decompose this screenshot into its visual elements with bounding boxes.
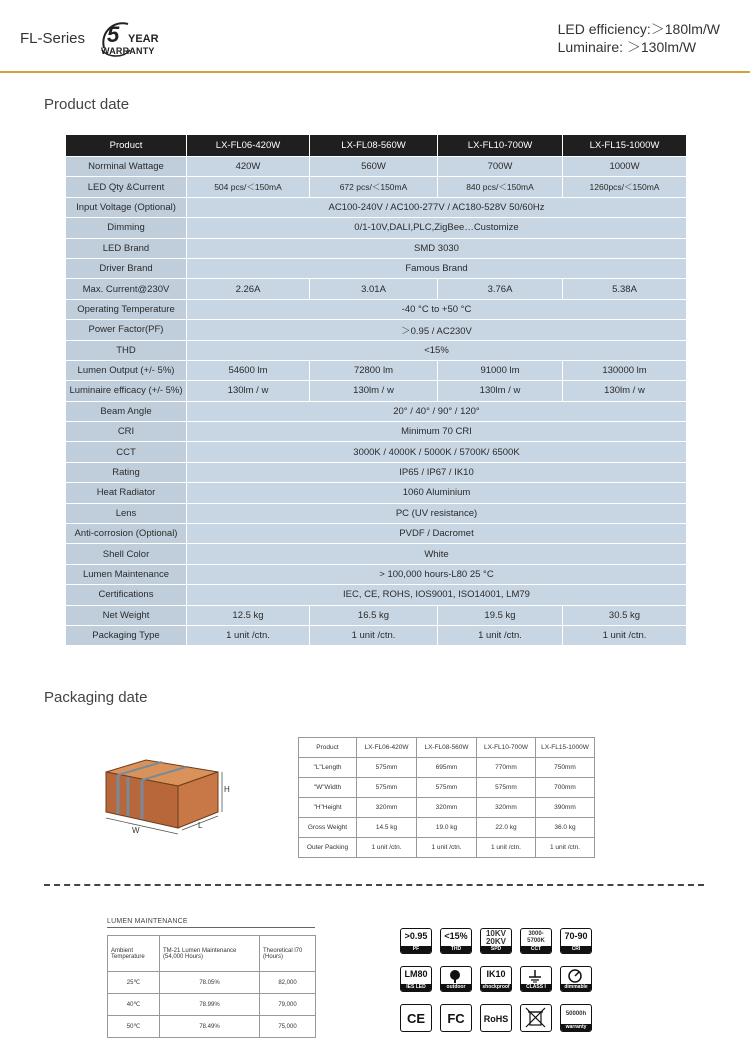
table-row [66,299,687,319]
ik10-value: IK10 [486,969,506,979]
pack-cell: 1 unit /ctn. [417,838,477,858]
shockproof-icon [480,966,512,992]
table-row [299,798,595,818]
table-row [66,605,687,625]
table-row [66,625,687,645]
fcc-mark: FC [447,1011,465,1026]
lumen-maintenance-table [107,935,316,1038]
pack-cell: 320mm [417,798,477,818]
spec-cell: SMD 3030 [187,238,687,258]
lm-cell: 75,000 [260,1016,316,1038]
pack-header-cell: LX-FL08-560W [417,738,477,758]
product-section-title: Product date [44,96,130,113]
table-row [299,738,595,758]
spec-cell: 16.5 kg [310,605,438,625]
led-efficiency: LED efficiency:＞180lm/W [557,21,720,37]
pack-header-cell: LX-FL06-420W [357,738,417,758]
warranty-years: 5 [107,22,120,47]
luminaire-efficiency: Luminaire: ＞130lm/W [557,39,697,55]
pack-cell: 390mm [536,798,595,818]
dashed-divider [44,884,704,886]
spec-cell: 1000W [563,157,687,177]
product-spec-table [65,134,687,646]
spec-label: Power Factor(PF) [66,320,187,340]
spec-cell: 1260pcs/＜150mA [563,177,687,197]
packaging-section-title: Packaging date [44,689,148,706]
lifetime-label: warranty [561,1024,591,1031]
lm-cell: 79,000 [260,994,316,1016]
cri-value: 70-90 [564,931,588,941]
spec-label: CRI [66,422,187,442]
outdoor-icon [440,966,472,992]
spec-label: THD [66,340,187,360]
thd-label: THD [441,946,471,953]
spec-cell: 19.5 kg [438,605,563,625]
table-row [66,381,687,401]
pack-cell: 575mm [357,758,417,778]
table-row [66,462,687,482]
spec-cell: -40 °C to +50 °C [187,299,687,319]
spec-cell: 1 unit /ctn. [187,625,310,645]
class-one-icon [520,966,552,992]
pack-cell: 575mm [477,778,536,798]
table-row [66,157,687,177]
table-row [108,972,316,994]
pack-cell: 695mm [417,758,477,778]
table-row [299,818,595,838]
lm80-icon [400,966,432,992]
lifetime-warranty-icon [560,1004,592,1032]
spec-label: CCT [66,442,187,462]
box-height-label: H [224,785,230,794]
ground-symbol-icon [521,968,550,984]
packaging-table [298,737,595,858]
spec-label: Luminaire efficacy (+/- 5%) [66,381,187,401]
spec-cell: Famous Brand [187,258,687,278]
spec-cell: 504 pcs/＜150mA [187,177,310,197]
lm-header-cell: Ambient Temperature [108,936,160,972]
pack-cell: 1 unit /ctn. [536,838,595,858]
spec-label: Norminal Wattage [66,157,187,177]
spec-label: Lens [66,503,187,523]
spec-label: Max. Current@230V [66,279,187,299]
pack-label: "H"Height [299,798,357,818]
spec-label: Lumen Maintenance [66,564,187,584]
lm-header-cell: TM-21 Lumen Maintenance (54,000 Hours) [160,936,260,972]
spec-cell: 1 unit /ctn. [310,625,438,645]
spec-cell: PC (UV resistance) [187,503,687,523]
pack-label: "L"Length [299,758,357,778]
pack-cell: 700mm [536,778,595,798]
table-row [66,564,687,584]
lm-cell: 78.99% [160,994,260,1016]
thd-icon [440,928,472,954]
spec-cell: 130lm / w [310,381,438,401]
carton-box-illustration [98,750,248,840]
box-length-label: L [198,821,203,830]
spec-cell: 560W [310,157,438,177]
lm80-value: LM80 [404,969,428,979]
spec-label: Driver Brand [66,258,187,278]
lm-cell: 78.05% [160,972,260,994]
spec-label: Packaging Type [66,625,187,645]
surge-protection-icon [480,928,512,954]
table-row [299,758,595,778]
spec-cell: 1 unit /ctn. [563,625,687,645]
spec-cell: Minimum 70 CRI [187,422,687,442]
spec-cell: 130000 lm [563,360,687,380]
spec-label: Rating [66,462,187,482]
lm-cell: 50℃ [108,1016,160,1038]
spec-header-cell: LX-FL15-1000W [563,135,687,157]
spec-cell: AC100-240V / AC100-277V / AC180-528V 50/60Hz [187,197,687,217]
spec-cell: IP65 / IP67 / IK10 [187,462,687,482]
spec-cell: 1 unit /ctn. [438,625,563,645]
spec-label: Net Weight [66,605,187,625]
box-width-label: W [132,826,140,835]
spec-label: Lumen Output (+/- 5%) [66,360,187,380]
table-row [66,503,687,523]
table-row [66,177,687,197]
header-divider [0,71,750,73]
outdoor-label: outdoor [441,984,471,991]
lifetime-value: 50000h [565,1011,587,1017]
fcc-mark-icon [440,1004,472,1032]
pack-cell: 320mm [357,798,417,818]
table-row [66,279,687,299]
dimmer-dial-icon [561,968,590,984]
spec-label: Anti-corrosion (Optional) [66,524,187,544]
pf-label: PF [401,946,431,953]
spec-cell: 2.26A [187,279,310,299]
pack-cell: 320mm [477,798,536,818]
spec-cell: 54600 lm [187,360,310,380]
table-row [66,320,687,340]
table-row [66,483,687,503]
table-row [66,442,687,462]
spec-label: Heat Radiator [66,483,187,503]
cct-icon [520,928,552,954]
pack-header-cell: LX-FL10-700W [477,738,536,758]
feature-icons-grid [398,928,598,1038]
spec-label: Certifications [66,585,187,605]
spec-label: Input Voltage (Optional) [66,197,187,217]
lm-cell: 25℃ [108,972,160,994]
spec-label: Operating Temperature [66,299,187,319]
dimmable-label: dimmable [561,984,591,991]
pack-cell: 575mm [417,778,477,798]
power-factor-icon [400,928,432,954]
rohs-mark-icon [480,1004,512,1032]
spec-cell: 130lm / w [187,381,310,401]
cri-icon [560,928,592,954]
spec-cell: 130lm / w [563,381,687,401]
dimmable-icon [560,966,592,992]
ce-mark: CE [406,1011,426,1026]
spec-header-row [66,135,687,157]
spec-cell: 72800 lm [310,360,438,380]
table-row [66,360,687,380]
pack-label: "W"Width [299,778,357,798]
spec-label: Dimming [66,218,187,238]
spec-cell: PVDF / Dacromet [187,524,687,544]
tree-icon [441,968,470,984]
spec-cell: 130lm / w [438,381,563,401]
lumen-maintenance-title: LUMEN MAINTENANCE [107,918,188,925]
spec-cell: 20° / 40° / 90° / 120° [187,401,687,421]
spec-cell: > 100,000 hours-L80 25 °C [187,564,687,584]
table-row [66,340,687,360]
class-one-label: CLASS I [521,984,551,991]
pack-cell: 1 unit /ctn. [477,838,536,858]
cri-label: CRI [561,946,591,953]
pack-cell: 770mm [477,758,536,778]
table-row [66,524,687,544]
pack-cell: 750mm [536,758,595,778]
spec-cell: 91000 lm [438,360,563,380]
pack-header-cell: Product [299,738,357,758]
table-row [66,238,687,258]
lm-cell: 40℃ [108,994,160,1016]
spec-header-cell: LX-FL10-700W [438,135,563,157]
table-row [108,1016,316,1038]
rohs-mark: RoHS [483,1014,509,1024]
spec-cell: 3.01A [310,279,438,299]
pack-label: Outer Packing [299,838,357,858]
lm-cell: 78.49% [160,1016,260,1038]
spec-label: LED Qty &Current [66,177,187,197]
spec-label: Beam Angle [66,401,187,421]
spec-cell: <15% [187,340,687,360]
spec-cell: 1060 Aluminium [187,483,687,503]
spec-cell: 420W [187,157,310,177]
spec-cell: 3.76A [438,279,563,299]
spec-cell: 0/1-10V,DALI,PLC,ZigBee…Customize [187,218,687,238]
spec-cell: 840 pcs/＜150mA [438,177,563,197]
spd-label: SPD [481,946,511,953]
spd-value-2: 20KV [485,937,506,946]
page-header [0,0,750,72]
pack-cell: 1 unit /ctn. [357,838,417,858]
lm-cell: 82,000 [260,972,316,994]
table-row [66,544,687,564]
pack-cell: 14.5 kg [357,818,417,838]
spec-cell: IEC, CE, ROHS, IOS9001, ISO14001, LM79 [187,585,687,605]
pf-value: >0.95 [404,931,428,941]
efficiency-block [558,20,720,56]
weee-bin-icon [520,1004,552,1032]
lm80-label: IES LED [401,984,431,991]
cct-label: CCT [521,946,551,953]
spec-cell: White [187,544,687,564]
ik10-label: shockproof [482,984,510,990]
spec-header-cell: LX-FL08-560W [310,135,438,157]
pack-cell: 575mm [357,778,417,798]
pack-cell: 22.0 kg [477,818,536,838]
table-row [66,585,687,605]
cct-value-2: 5700K [527,938,545,944]
table-row [66,401,687,421]
warranty-word: WARRANTY [101,46,155,56]
table-row [108,994,316,1016]
spec-header-cell: LX-FL06-420W [187,135,310,157]
spec-cell: ＞0.95 / AC230V [187,320,687,340]
series-title: FL-Series [20,30,86,47]
table-row [299,838,595,858]
spec-cell: 3000K / 4000K / 5000K / 5700K/ 6500K [187,442,687,462]
pack-label: Gross Weight [299,818,357,838]
table-row [66,197,687,217]
table-row [108,936,316,972]
thd-value: <15% [444,931,468,941]
pack-header-cell: LX-FL15-1000W [536,738,595,758]
spec-cell: 12.5 kg [187,605,310,625]
table-row [299,778,595,798]
crossed-bin-icon [521,1005,550,1030]
ce-mark-icon [400,1004,432,1032]
spec-cell: 5.38A [563,279,687,299]
spec-cell: 672 pcs/＜150mA [310,177,438,197]
spd-value-1: 10KV [485,929,506,938]
warranty-badge [98,18,168,62]
lm-header-cell: Theoretical l70 (Hours) [260,936,316,972]
table-row [66,258,687,278]
warranty-year-word: YEAR [128,33,159,45]
cct-value-1: 3000- [528,931,544,937]
spec-label: Shell Color [66,544,187,564]
lumen-maintenance-underline [107,927,315,928]
table-row [66,422,687,442]
table-row [66,218,687,238]
pack-cell: 36.0 kg [536,818,595,838]
spec-cell: 30.5 kg [563,605,687,625]
spec-cell: 700W [438,157,563,177]
spec-header-cell: Product [66,135,187,157]
pack-cell: 19.0 kg [417,818,477,838]
carton-box-icon [98,750,248,840]
spec-label: LED Brand [66,238,187,258]
